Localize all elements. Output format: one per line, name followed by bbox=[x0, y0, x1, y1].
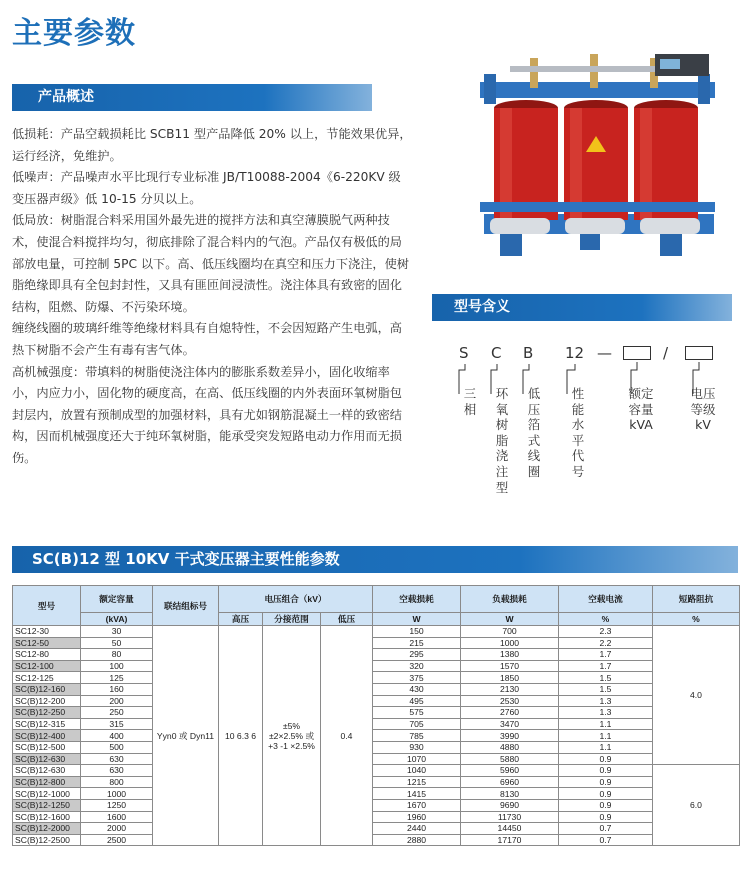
cell-load: 2130 bbox=[461, 683, 559, 695]
cell-capacity: 1250 bbox=[81, 799, 153, 811]
cell-load: 17170 bbox=[461, 834, 559, 846]
cell-model: SC12-125 bbox=[13, 672, 81, 684]
overview-paragraph: 低损耗：产品空载损耗比 SCB11 型产品降低 20% 以上，节能效果优异，运行经济，免维护。 bbox=[12, 127, 412, 163]
cell-impedance: 4.0 bbox=[653, 626, 740, 765]
cell-capacity: 1000 bbox=[81, 788, 153, 800]
overview-paragraph: 低局放：树脂混合料采用国外最先进的搅拌方法和真空薄膜脱气两种技术，使混合料搅拌均匀，彻底排除了混合料内的气泡。产品仅有极低的局部放电量，可控制 5PC 以下。高、低压线圈均在真空和压力下浇注，使树脂绝缘即具有全包封封性，又具有匪匝间浸渍性。浇注体具有致密的固化结构，阻燃、防爆、不污染环境。 bbox=[12, 213, 409, 314]
cell-load: 14450 bbox=[461, 823, 559, 835]
header-hv: 高压 bbox=[219, 613, 263, 626]
model-label-capacity: 额定容量kVA bbox=[628, 386, 654, 433]
cell-capacity: 2500 bbox=[81, 834, 153, 846]
cell-current: 0.7 bbox=[559, 823, 653, 835]
unit-impedance: % bbox=[653, 613, 740, 626]
overview-paragraph: 高机械强度：带填料的树脂使浇注体内的膨胀系数差异小，固化收缩率小，内应力小，固化物的硬度高，在高、低压线圈的内外表面环氧树脂包封层内，放置有预制成型的加强材料，具有尤如钢筋混凝土一样的致密结构，因而机械强度还大于纯环氧树脂，能承受突发短路电动力作用而无损伤。 bbox=[12, 364, 402, 465]
cell-capacity: 30 bbox=[81, 626, 153, 638]
section-banner-table: SC(B)12 型 10KV 干式变压器主要性能参数 bbox=[12, 546, 738, 573]
cell-current: 2.3 bbox=[559, 626, 653, 638]
cell-capacity: 50 bbox=[81, 637, 153, 649]
performance-table bbox=[12, 585, 740, 846]
cell-model: SC(B)12-250 bbox=[13, 707, 81, 719]
cell-load: 5960 bbox=[461, 765, 559, 777]
model-code-s: S bbox=[459, 344, 469, 362]
cell-capacity: 315 bbox=[81, 718, 153, 730]
cell-capacity: 125 bbox=[81, 672, 153, 684]
cell-capacity: 630 bbox=[81, 765, 153, 777]
overview-text bbox=[12, 124, 412, 470]
header-tap: 分接范围 bbox=[263, 613, 321, 626]
table-row bbox=[13, 799, 740, 811]
table-row bbox=[13, 718, 740, 730]
unit-current: % bbox=[559, 613, 653, 626]
cell-current: 2.2 bbox=[559, 637, 653, 649]
model-label-resin: 环氧树脂浇注型 bbox=[495, 386, 509, 495]
cell-model: SC(B)12-2000 bbox=[13, 823, 81, 835]
cell-current: 1.7 bbox=[559, 660, 653, 672]
cell-capacity: 630 bbox=[81, 753, 153, 765]
table-row bbox=[13, 730, 740, 742]
cell-noload: 495 bbox=[373, 695, 461, 707]
model-code-b: B bbox=[523, 344, 534, 362]
table-row bbox=[13, 741, 740, 753]
cell-load: 11730 bbox=[461, 811, 559, 823]
cell-current: 1.1 bbox=[559, 730, 653, 742]
cell-capacity: 500 bbox=[81, 741, 153, 753]
cell-load: 1850 bbox=[461, 672, 559, 684]
table-row bbox=[13, 649, 740, 661]
cell-model: SC(B)12-630 bbox=[13, 753, 81, 765]
cell-current: 1.7 bbox=[559, 649, 653, 661]
cell-current: 1.3 bbox=[559, 707, 653, 719]
unit-capacity: (kVA) bbox=[81, 613, 153, 626]
header-lv: 低压 bbox=[321, 613, 373, 626]
cell-current: 1.5 bbox=[559, 672, 653, 684]
cell-load: 2760 bbox=[461, 707, 559, 719]
cell-noload: 1070 bbox=[373, 753, 461, 765]
table-row bbox=[13, 776, 740, 788]
cell-load: 8130 bbox=[461, 788, 559, 800]
cell-noload: 320 bbox=[373, 660, 461, 672]
cell-capacity: 250 bbox=[81, 707, 153, 719]
cell-noload: 1040 bbox=[373, 765, 461, 777]
cell-noload: 2880 bbox=[373, 834, 461, 846]
cell-capacity: 200 bbox=[81, 695, 153, 707]
cell-model: SC12-100 bbox=[13, 660, 81, 672]
table-row bbox=[13, 811, 740, 823]
cell-group: Yyn0 或 Dyn11 bbox=[153, 626, 219, 846]
cell-model: SC(B)12-630 bbox=[13, 765, 81, 777]
cell-load: 1570 bbox=[461, 660, 559, 672]
cell-load: 3470 bbox=[461, 718, 559, 730]
cell-current: 1.1 bbox=[559, 741, 653, 753]
cell-load: 6960 bbox=[461, 776, 559, 788]
header-load: 负载损耗 bbox=[461, 586, 559, 613]
unit-load: W bbox=[461, 613, 559, 626]
cell-model: SC(B)12-1000 bbox=[13, 788, 81, 800]
model-label-performance: 性能水平代号 bbox=[571, 386, 585, 479]
cell-noload: 375 bbox=[373, 672, 461, 684]
section-banner-overview: 产品概述 bbox=[12, 84, 372, 111]
cell-model: SC(B)12-1600 bbox=[13, 811, 81, 823]
section-banner-model-meaning: 型号含义 bbox=[432, 294, 732, 321]
cell-capacity: 160 bbox=[81, 683, 153, 695]
cell-tap: ±5% ±2×2.5% 或 +3 -1 ×2.5% bbox=[263, 626, 321, 846]
table-row bbox=[13, 788, 740, 800]
cell-capacity: 1600 bbox=[81, 811, 153, 823]
cell-current: 1.1 bbox=[559, 718, 653, 730]
cell-load: 4880 bbox=[461, 741, 559, 753]
cell-model: SC12-30 bbox=[13, 626, 81, 638]
cell-impedance: 6.0 bbox=[653, 765, 740, 846]
header-group: 联结组标号 bbox=[153, 586, 219, 626]
table-row bbox=[13, 753, 740, 765]
model-label-foil: 低压箔式线圈 bbox=[527, 386, 541, 479]
table-row bbox=[13, 834, 740, 846]
cell-model: SC(B)12-1250 bbox=[13, 799, 81, 811]
cell-current: 1.3 bbox=[559, 695, 653, 707]
cell-load: 2530 bbox=[461, 695, 559, 707]
cell-load: 1000 bbox=[461, 637, 559, 649]
overview-paragraph: 缠绕线圈的玻璃纤维等绝缘材料具有自熄特性，不会因短路产生电弧，高热下树脂不会产生有毒有害气体。 bbox=[12, 321, 402, 357]
cell-current: 0.7 bbox=[559, 834, 653, 846]
cell-current: 0.9 bbox=[559, 788, 653, 800]
cell-load: 700 bbox=[461, 626, 559, 638]
cell-noload: 705 bbox=[373, 718, 461, 730]
table-row bbox=[13, 707, 740, 719]
model-code-dash: — bbox=[597, 344, 612, 362]
cell-noload: 1960 bbox=[373, 811, 461, 823]
table-row bbox=[13, 823, 740, 835]
model-code-slash: / bbox=[663, 344, 669, 362]
model-meaning-diagram bbox=[455, 340, 735, 500]
transformer-photo bbox=[470, 44, 730, 276]
cell-current: 0.9 bbox=[559, 811, 653, 823]
cell-noload: 2440 bbox=[373, 823, 461, 835]
cell-noload: 930 bbox=[373, 741, 461, 753]
page-title: 主要参数 bbox=[12, 16, 136, 51]
model-label-phase: 三相 bbox=[463, 386, 477, 417]
table-row bbox=[13, 683, 740, 695]
cell-model: SC(B)12-315 bbox=[13, 718, 81, 730]
table-subheader-row bbox=[13, 613, 740, 626]
cell-capacity: 400 bbox=[81, 730, 153, 742]
header-capacity: 额定容量 bbox=[81, 586, 153, 613]
model-label-voltage: 电压等级kV bbox=[690, 386, 716, 433]
table-row bbox=[13, 695, 740, 707]
table-row bbox=[13, 672, 740, 684]
cell-current: 0.9 bbox=[559, 776, 653, 788]
cell-load: 1380 bbox=[461, 649, 559, 661]
header-noload: 空载损耗 bbox=[373, 586, 461, 613]
cell-current: 0.9 bbox=[559, 799, 653, 811]
table-row bbox=[13, 637, 740, 649]
cell-model: SC(B)12-500 bbox=[13, 741, 81, 753]
cell-noload: 215 bbox=[373, 637, 461, 649]
cell-current: 0.9 bbox=[559, 765, 653, 777]
cell-capacity: 100 bbox=[81, 660, 153, 672]
cell-model: SC12-80 bbox=[13, 649, 81, 661]
cell-hv: 10 6.3 6 bbox=[219, 626, 263, 846]
cell-noload: 150 bbox=[373, 626, 461, 638]
cell-model: SC12-50 bbox=[13, 637, 81, 649]
header-impedance: 短路阻抗 bbox=[653, 586, 740, 613]
cell-noload: 295 bbox=[373, 649, 461, 661]
cell-load: 9690 bbox=[461, 799, 559, 811]
cell-load: 5880 bbox=[461, 753, 559, 765]
cell-capacity: 800 bbox=[81, 776, 153, 788]
model-code-12: 12 bbox=[565, 344, 585, 362]
cell-noload: 1215 bbox=[373, 776, 461, 788]
cell-model: SC(B)12-200 bbox=[13, 695, 81, 707]
cell-noload: 1415 bbox=[373, 788, 461, 800]
model-code-c: C bbox=[491, 344, 502, 362]
cell-load: 3990 bbox=[461, 730, 559, 742]
header-voltage: 电压组合（kV） bbox=[219, 586, 373, 613]
table-header-row bbox=[13, 586, 740, 613]
cell-current: 1.5 bbox=[559, 683, 653, 695]
cell-current: 0.9 bbox=[559, 753, 653, 765]
cell-model: SC(B)12-2500 bbox=[13, 834, 81, 846]
cell-capacity: 2000 bbox=[81, 823, 153, 835]
header-model: 型号 bbox=[13, 586, 81, 626]
cell-model: SC(B)12-400 bbox=[13, 730, 81, 742]
overview-paragraph: 低噪声：产品噪声水平比现行专业标准 JB/T10088-2004《6-220KV 级变压器声级》低 10-15 分贝以上。 bbox=[12, 170, 401, 206]
table-row bbox=[13, 660, 740, 672]
table-body bbox=[13, 626, 740, 846]
cell-noload: 1670 bbox=[373, 799, 461, 811]
header-current: 空载电流 bbox=[559, 586, 653, 613]
table-row bbox=[13, 626, 740, 638]
cell-lv: 0.4 bbox=[321, 626, 373, 846]
cell-noload: 785 bbox=[373, 730, 461, 742]
cell-model: SC(B)12-800 bbox=[13, 776, 81, 788]
cell-noload: 430 bbox=[373, 683, 461, 695]
cell-capacity: 80 bbox=[81, 649, 153, 661]
cell-noload: 575 bbox=[373, 707, 461, 719]
cell-model: SC(B)12-160 bbox=[13, 683, 81, 695]
unit-noload: W bbox=[373, 613, 461, 626]
table-row bbox=[13, 765, 740, 777]
